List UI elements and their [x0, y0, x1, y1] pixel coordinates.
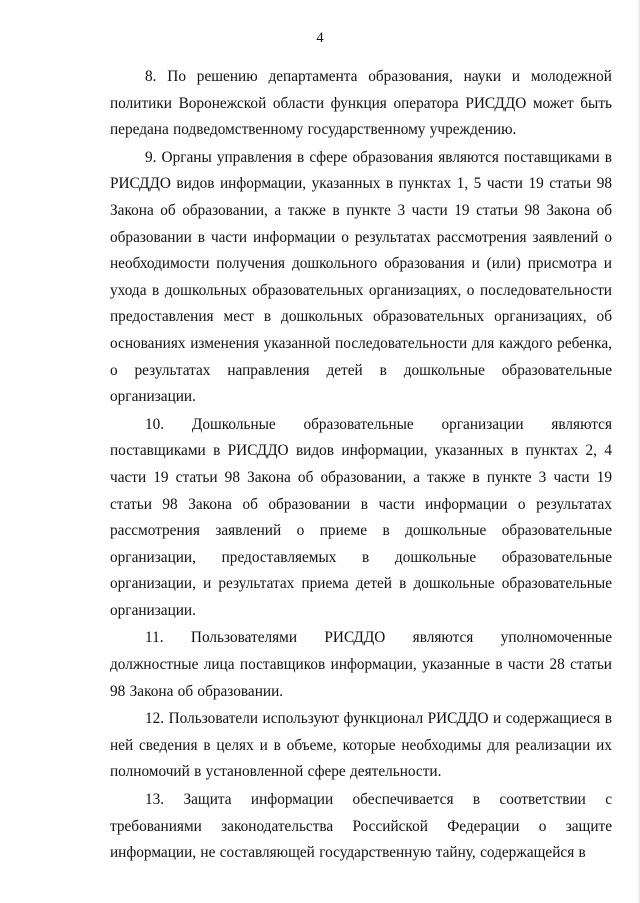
paragraph-9: 9. Органы управления в сфере образования являются поставщиками в РИСДДО видов информации, указанных в пунктах 1, 5 части 19 статьи 98 Закона об образовании, а также в пункте 3 части 19 статьи 98 Закона об образовании в части информации о результатах рассмотрения заявлений о необходимости получения дошкольного образования и (или) присмотра и ухода в дошкольных образовательных организациях, о последовательности предоставления мест в дошкольных образовательных организациях, об основаниях изменения указанной последовательности для каждого ребенка, о результатах направления детей в дошкольные образовательные организации.	[110, 148, 612, 406]
paragraph-10: 10. Дошкольные образовательные организации являются поставщиками в РИСДДО видов информации, указанных в пунктах 2, 4 части 19 статьи 98 Закона об образовании, а также в пункте 3 части 19 статьи 98 Закона об образовании в части информации о результатах рассмотрения заявлений о приеме в дошкольные образовательные организации, предоставляемых в дошкольные образовательные организации, и результатах приема детей в дошкольные образовательные организации.	[110, 415, 612, 619]
document-body	[110, 64, 612, 868]
paragraph-8: 8. По решению департамента образования, науки и молодежной политики Воронежской области функция оператора РИСДДО может быть передана подведомственному государственному учреждению.	[110, 68, 612, 139]
paragraph-13: 13. Защита информации обеспечивается в соответствии с требованиями законодательства Российской Федерации о защите информации, не составляющей государственную тайну, содержащейся в	[110, 791, 612, 862]
page-number: 4	[316, 30, 324, 46]
paragraph-11: 11. Пользователями РИСДДО являются уполномоченные должностные лица поставщиков информации, указанные в части 28 статьи 98 Закона об образовании.	[110, 629, 612, 700]
paragraph-12: 12. Пользователи используют функционал РИСДДО и содержащиеся в ней сведения в целях и в объеме, которые необходимы для реализации их полномочий в установленной сфере деятельности.	[110, 710, 612, 781]
